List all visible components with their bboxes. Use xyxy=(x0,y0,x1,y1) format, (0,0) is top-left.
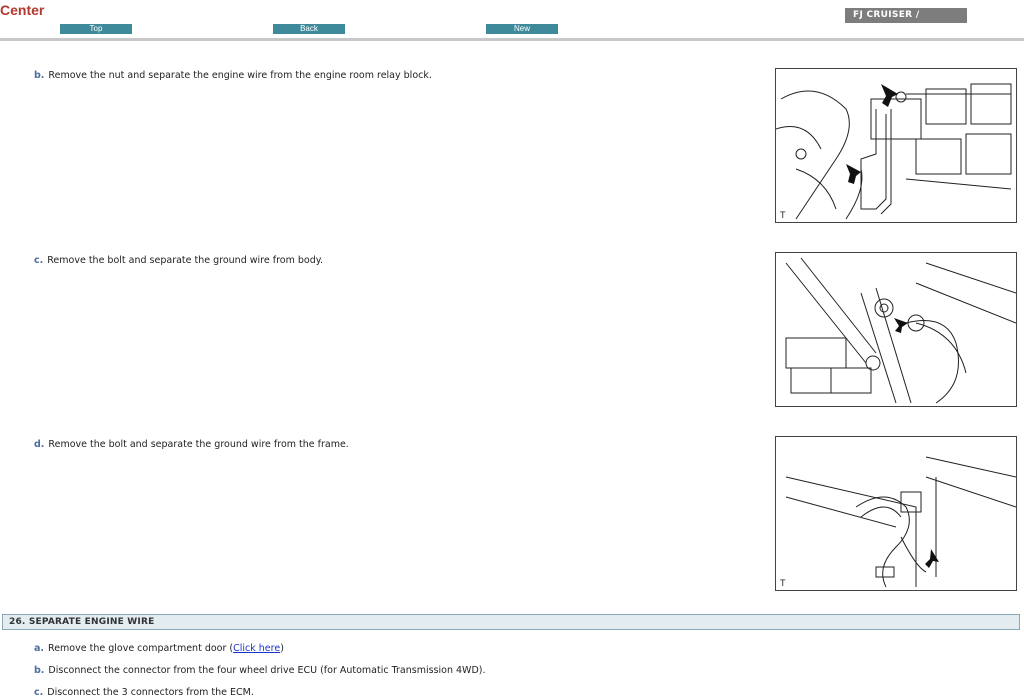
step-letter: c. xyxy=(34,255,44,266)
click-here-link[interactable]: Click here xyxy=(233,643,281,654)
step-letter: d. xyxy=(34,439,45,450)
figure-tag: T xyxy=(780,578,786,588)
figure-relay-block xyxy=(775,68,1017,223)
step-text: Disconnect the 3 connectors from the ECM. xyxy=(47,687,254,698)
step-text: Remove the bolt and separate the ground wire from the frame. xyxy=(48,439,349,450)
section-step-a xyxy=(34,643,284,654)
arrow-icon xyxy=(881,84,898,107)
step-text: Remove the bolt and separate the ground wire from body. xyxy=(47,255,324,266)
section-step-b xyxy=(34,665,485,676)
step-b-remove-nut xyxy=(34,70,432,81)
ground-wire-frame-illustration xyxy=(776,437,1016,590)
arrow-icon xyxy=(894,318,908,333)
arrow-icon xyxy=(925,549,939,568)
header-divider xyxy=(0,38,1024,41)
header xyxy=(0,0,1024,42)
figure-ground-wire-body xyxy=(775,252,1017,407)
arrow-icon xyxy=(846,164,861,184)
figure-ground-wire-frame xyxy=(775,436,1017,591)
step-letter: c. xyxy=(34,687,44,698)
top-button[interactable]: Top xyxy=(60,24,132,34)
step-text: Remove the nut and separate the engine wire from the engine room relay block. xyxy=(48,70,432,81)
new-button[interactable]: New xyxy=(486,24,558,34)
step-text-end: ) xyxy=(280,643,284,654)
brand-title: Center xyxy=(0,2,45,18)
step-text: Disconnect the connector from the four wheel drive ECU (for Automatic Transmission 4WD). xyxy=(48,665,486,676)
step-d-remove-bolt-frame xyxy=(34,439,349,450)
step-letter: b. xyxy=(34,70,45,81)
step-letter: b. xyxy=(34,665,45,676)
section-header-separate-engine-wire: 26. SEPARATE ENGINE WIRE xyxy=(2,614,1020,630)
section-step-c xyxy=(34,687,254,698)
ground-wire-body-illustration xyxy=(776,253,1016,406)
step-letter: a. xyxy=(34,643,45,654)
step-text: Remove the glove compartment door ( xyxy=(48,643,234,654)
back-button[interactable]: Back xyxy=(273,24,345,34)
figure-tag: T xyxy=(780,210,786,220)
model-badge: FJ CRUISER / xyxy=(845,8,967,23)
relay-block-illustration xyxy=(776,69,1016,222)
step-c-remove-bolt-body xyxy=(34,255,323,266)
